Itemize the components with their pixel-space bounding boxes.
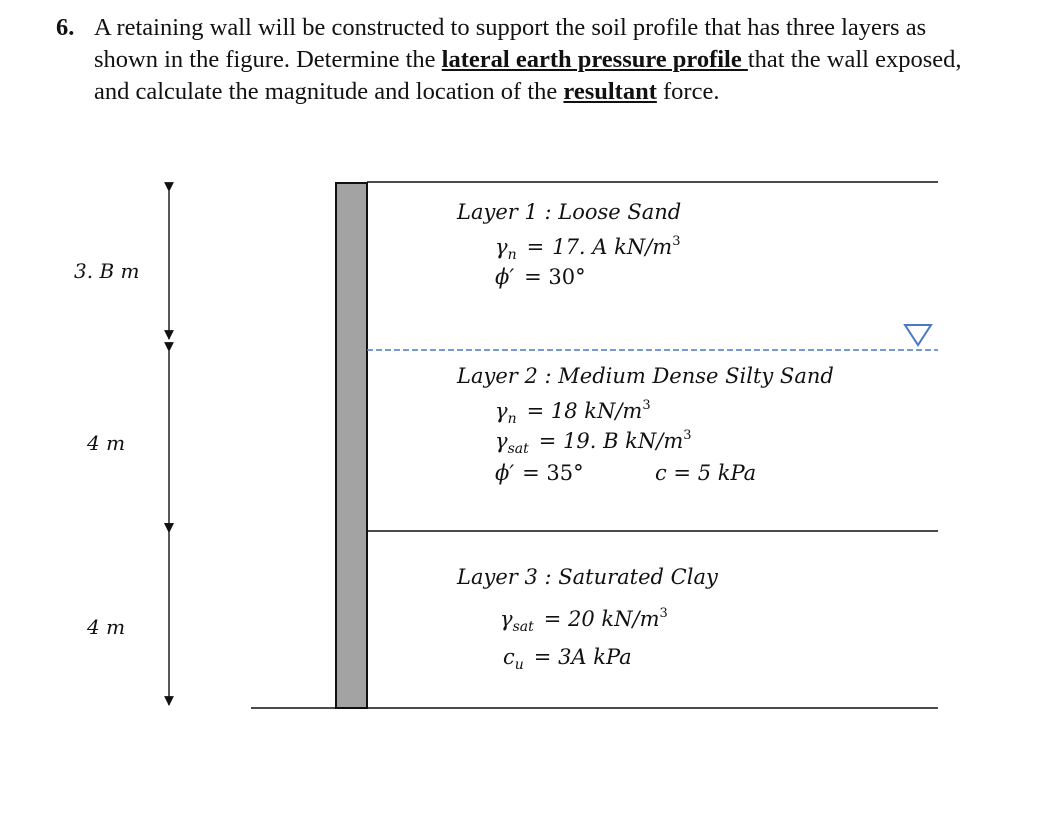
gamma-symbol: γ: [495, 429, 508, 453]
subscript-n: n: [507, 247, 517, 263]
layer3-gamma-sat-value: = 20 kN/m: [543, 607, 660, 631]
layer3-saturated-unit-weight: [500, 606, 668, 635]
layer1-friction-angle: [495, 265, 586, 289]
subscript-u: u: [514, 657, 524, 673]
layer3-undrained-shear-strength: [503, 645, 632, 673]
retaining-wall: [336, 183, 367, 708]
layer3-cu-value: = 3A kPa: [533, 645, 632, 669]
layer1-unit-weight: [495, 234, 681, 263]
c-symbol: c: [503, 645, 515, 669]
layer2-properties: [456, 364, 834, 485]
superscript-3: 3: [642, 398, 651, 413]
layer2-phi-value: = 35°: [522, 461, 584, 485]
dimension-label-layer1: 3. B m: [74, 259, 140, 283]
gamma-symbol: γ: [500, 607, 513, 631]
layer1-phi-value: = 30°: [524, 265, 586, 289]
layer1-title: Layer 1 : Loose Sand: [457, 200, 682, 224]
problem-text-part-2: that the wall exposed, and calculate the magnitude and location of the: [94, 46, 962, 105]
dimension-label-layer2: 4 m: [87, 431, 126, 455]
layer2-friction-angle: [495, 461, 584, 485]
layer3-title: Layer 3 : Saturated Clay: [457, 565, 718, 589]
subscript-sat: sat: [512, 619, 534, 635]
layer3-properties: [456, 565, 719, 673]
problem-number: 6.: [56, 14, 75, 41]
layer2-saturated-unit-weight: [495, 428, 692, 457]
layer1-gamma-n-value: 17. A kN/m: [552, 235, 673, 259]
subscript-sat: sat: [507, 441, 529, 457]
layer1-properties: [456, 200, 681, 289]
layer2-unit-weight: [495, 398, 651, 427]
gamma-symbol: γ: [495, 399, 508, 423]
subscript-n: n: [507, 411, 517, 427]
phi-prime-symbol: ϕ′: [495, 461, 515, 485]
layer2-gamma-n-value: = 18 kN/m: [526, 399, 643, 423]
layer2-title: Layer 2 : Medium Dense Silty Sand: [457, 364, 834, 388]
equals-sign: =: [526, 235, 545, 259]
superscript-3: 3: [683, 428, 692, 443]
emphasis-lateral-earth-pressure: lateral earth pressure profile: [441, 46, 748, 73]
layer2-gamma-sat-value: = 19. B kN/m: [538, 429, 684, 453]
superscript-3: 3: [672, 234, 681, 249]
dimension-label-layer3: 4 m: [87, 615, 126, 639]
layer2-cohesion: c = 5 kPa: [655, 461, 757, 485]
problem-text-part-1: A retaining wall will be constructed to support the soil profile that has three layers as shown in the figure. Determine the: [94, 14, 927, 73]
emphasis-resultant: resultant: [563, 78, 657, 105]
gamma-symbol: γ: [495, 235, 508, 259]
problem-text-part-3: force.: [656, 78, 720, 105]
superscript-3: 3: [659, 606, 668, 621]
phi-prime-symbol: ϕ′: [495, 265, 515, 289]
water-table-icon: [905, 325, 931, 345]
